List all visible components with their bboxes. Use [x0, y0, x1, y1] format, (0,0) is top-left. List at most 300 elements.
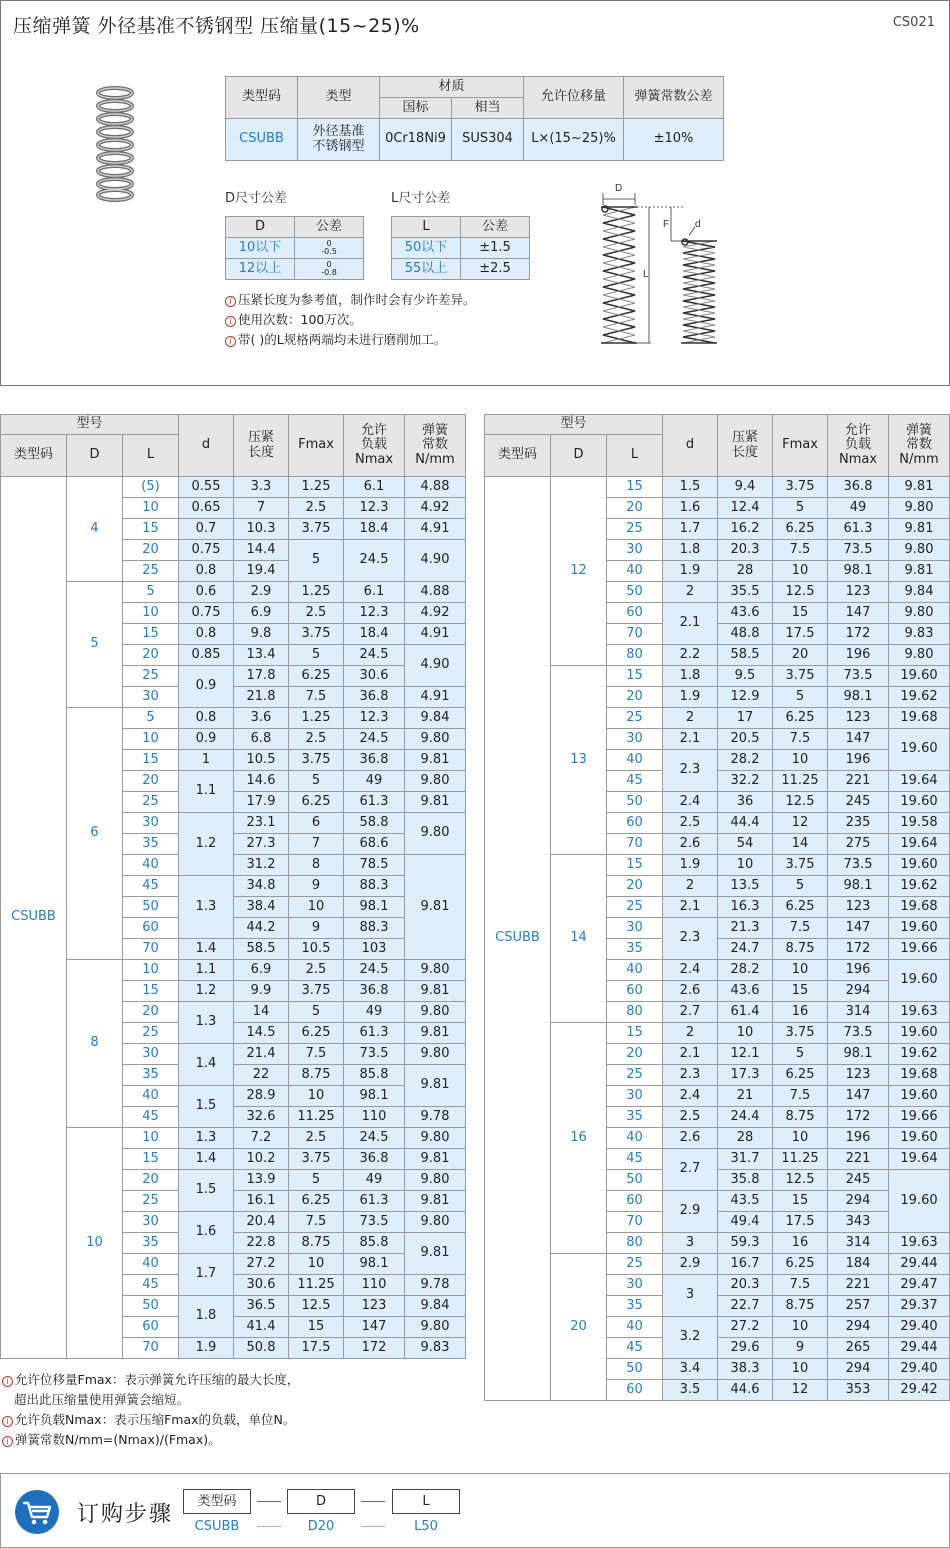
hdr-line: 长度 — [731, 444, 758, 460]
nmax-cell: 196 — [828, 645, 889, 666]
fmax-cell: 5 — [773, 498, 828, 519]
spring-const-cell: 9.81 — [405, 792, 466, 813]
free-length-cell: 20 — [123, 771, 179, 792]
d-tol-value — [295, 259, 364, 280]
info-icon: i — [2, 1436, 13, 1447]
outer-diameter-cell: 6 — [67, 708, 123, 960]
tol-lower: -0.5 — [321, 247, 337, 256]
nmax-cell: 49 — [828, 498, 889, 519]
l-tolerance-table — [391, 216, 530, 280]
solid-length-cell: 24.7 — [718, 939, 773, 960]
fmax-cell: 6.25 — [773, 519, 828, 540]
fmax-cell: 3.75 — [289, 624, 344, 645]
wire-d-cell: 0.9 — [179, 729, 234, 750]
wire-d-cell: 2 — [663, 876, 718, 897]
fmax-cell: 3.75 — [289, 750, 344, 771]
free-length-cell: 20 — [607, 498, 663, 519]
solid-length-cell: 50.8 — [234, 1338, 289, 1359]
fmax-cell: 12 — [773, 1380, 828, 1401]
nmax-cell: 73.5 — [828, 666, 889, 687]
free-length-cell: 20 — [607, 687, 663, 708]
fmax-cell: 2.5 — [289, 498, 344, 519]
nmax-cell: 221 — [828, 1275, 889, 1296]
spec-header-panel — [0, 0, 950, 386]
col-tol: 公差 — [295, 217, 364, 238]
solid-length-cell: 31.2 — [234, 855, 289, 876]
nmax-cell: 98.1 — [828, 687, 889, 708]
solid-length-cell: 59.3 — [718, 1233, 773, 1254]
solid-length-cell: 10.2 — [234, 1149, 289, 1170]
spring-const-cell: 19.64 — [889, 1149, 950, 1170]
spring-const-cell: 29.47 — [889, 1275, 950, 1296]
outer-diameter-cell: 14 — [551, 855, 607, 1023]
free-length-cell: 60 — [607, 1191, 663, 1212]
wire-d-cell: 1.6 — [663, 498, 718, 519]
wire-d-cell: 2.7 — [663, 1002, 718, 1023]
fmax-cell: 2.5 — [289, 1128, 344, 1149]
free-length-cell: 45 — [607, 1149, 663, 1170]
spring-const-cell: 9.84 — [405, 1296, 466, 1317]
nmax-cell: 49 — [344, 1002, 405, 1023]
col-wire-d: d — [663, 415, 718, 477]
note-item — [225, 330, 476, 350]
solid-length-cell: 12.1 — [718, 1044, 773, 1065]
solid-length-cell: 21.4 — [234, 1044, 289, 1065]
col-type-code: 类型码 — [1, 435, 67, 477]
l-tol-value: ±1.5 — [461, 238, 530, 259]
fmax-cell: 6 — [289, 813, 344, 834]
l-tol-size: 55以上 — [392, 259, 461, 280]
solid-length-cell: 31.7 — [718, 1149, 773, 1170]
fmax-cell: 2.5 — [289, 960, 344, 981]
free-length-cell: 15 — [607, 666, 663, 687]
spring-const-cell: 9.80 — [889, 645, 950, 666]
fmax-cell: 11.25 — [289, 1107, 344, 1128]
free-length-cell: 30 — [123, 1044, 179, 1065]
solid-length-cell: 16.2 — [718, 519, 773, 540]
wire-d-cell: 1.4 — [179, 939, 234, 960]
solid-length-cell: 49.4 — [718, 1212, 773, 1233]
l-label: L — [643, 269, 649, 280]
spring-const-cell: 19.60 — [889, 792, 950, 813]
wire-d-cell: 1.2 — [179, 981, 234, 1002]
fmax-cell: 6.25 — [773, 1065, 828, 1086]
solid-length-cell: 9.8 — [234, 624, 289, 645]
catalog-code: CS021 — [892, 15, 935, 30]
wire-d-cell: 0.75 — [179, 540, 234, 561]
free-length-cell: 20 — [123, 540, 179, 561]
spring-const-cell: 19.60 — [889, 1170, 950, 1233]
solid-length-cell: 44.6 — [718, 1380, 773, 1401]
spec-table-right-body — [485, 477, 950, 1401]
nmax-cell: 98.1 — [344, 897, 405, 918]
hdr-line: 负载 — [360, 437, 387, 453]
solid-length-cell: 44.2 — [234, 918, 289, 939]
free-length-cell: 50 — [607, 1170, 663, 1191]
order-box-d: D — [287, 1489, 355, 1514]
nmax-cell: 172 — [828, 624, 889, 645]
free-length-cell: 25 — [607, 708, 663, 729]
free-spring-back — [603, 207, 635, 343]
nmax-cell: 196 — [828, 750, 889, 771]
hdr-line: 常数 — [421, 437, 448, 453]
fmax-cell: 7.5 — [289, 1044, 344, 1065]
order-steps-panel — [0, 1473, 950, 1548]
fmax-cell: 7.5 — [773, 1086, 828, 1107]
col-D: D — [551, 435, 607, 477]
solid-length-cell: 19.4 — [234, 561, 289, 582]
nmax-cell: 275 — [828, 834, 889, 855]
solid-length-cell: 22.8 — [234, 1233, 289, 1254]
spring-const-cell: 19.58 — [889, 813, 950, 834]
spec-row — [485, 855, 950, 876]
nmax-cell: 147 — [828, 1086, 889, 1107]
fmax-cell: 7.5 — [773, 540, 828, 561]
hdr-line: 允许 — [360, 423, 387, 439]
outer-diameter-cell: 5 — [67, 582, 123, 708]
spring-const-cell: 29.40 — [889, 1317, 950, 1338]
fmax-cell: 1.25 — [289, 477, 344, 498]
spec-row — [1, 477, 466, 498]
col-fmax: Fmax — [773, 415, 828, 477]
nmax-cell: 58.8 — [344, 813, 405, 834]
fmax-cell: 2.5 — [289, 729, 344, 750]
wire-d-cell: 0.6 — [179, 582, 234, 603]
fmax-cell: 1.25 — [289, 708, 344, 729]
solid-length-cell: 16.7 — [718, 1254, 773, 1275]
fmax-cell: 10 — [289, 1254, 344, 1275]
free-length-cell: 30 — [123, 1212, 179, 1233]
order-steps-title: 订购步骤 — [77, 1502, 174, 1527]
spring-const-cell: 9.81 — [405, 750, 466, 771]
wire-d-cell: 2.6 — [663, 834, 718, 855]
nmax-cell: 73.5 — [344, 1212, 405, 1233]
col-tol: 公差 — [461, 217, 530, 238]
col-spring-const — [889, 415, 950, 477]
solid-length-cell: 58.5 — [234, 939, 289, 960]
spring-const-cell: 19.63 — [889, 1002, 950, 1023]
solid-length-cell: 2.9 — [234, 582, 289, 603]
outer-diameter-cell: 8 — [67, 960, 123, 1128]
free-length-cell: 80 — [607, 1233, 663, 1254]
spring-const-cell: 19.60 — [889, 729, 950, 771]
col-material: 材质 — [380, 77, 524, 98]
fmax-cell: 10 — [773, 1359, 828, 1380]
solid-length-cell: 10 — [718, 855, 773, 876]
note-text: 弹簧常数N/mm=(Nmax)/(Fmax)。 — [15, 1432, 221, 1447]
nmax-cell: 110 — [344, 1107, 405, 1128]
free-length-cell: 5 — [123, 582, 179, 603]
solid-length-cell: 14.5 — [234, 1023, 289, 1044]
solid-length-cell: 23.1 — [234, 813, 289, 834]
spring-const-cell: 9.83 — [889, 624, 950, 645]
solid-length-cell: 41.4 — [234, 1317, 289, 1338]
page-title: 压缩弹簧 外径基准不锈钢型 压缩量(15~25)% — [13, 15, 420, 37]
free-length-cell: (5) — [123, 477, 179, 498]
spec-row — [1, 582, 466, 603]
spring-const-cell: 9.81 — [405, 981, 466, 1002]
solid-length-cell: 21.3 — [718, 918, 773, 939]
solid-length-cell: 13.4 — [234, 645, 289, 666]
free-length-cell: 40 — [607, 1317, 663, 1338]
solid-length-cell: 43.6 — [718, 603, 773, 624]
d-tolerance-heading: D尺寸公差 — [225, 191, 288, 206]
order-separator — [257, 1501, 281, 1502]
wire-d-cell: 1.5 — [179, 1170, 234, 1212]
order-value-type-code: CSUBB — [194, 1519, 240, 1534]
solid-length-cell: 10.3 — [234, 519, 289, 540]
free-length-cell: 30 — [607, 1275, 663, 1296]
wire-d-cell: 0.9 — [179, 666, 234, 708]
note-text: 压紧长度为参考值，制作时会有少许差异。 — [238, 292, 476, 307]
fmax-cell: 6.25 — [289, 1191, 344, 1212]
nmax-cell: 24.5 — [344, 540, 405, 582]
free-length-cell: 70 — [123, 1338, 179, 1359]
l-tol-size: 50以下 — [392, 238, 461, 259]
spring-const-cell: 9.81 — [405, 1149, 466, 1170]
fmax-cell: 3.75 — [773, 477, 828, 498]
spring-const-cell: 19.68 — [889, 1065, 950, 1086]
order-separator — [257, 1526, 281, 1527]
wire-d-cell: 1.7 — [179, 1254, 234, 1296]
spring-const-cell: 19.60 — [889, 960, 950, 1002]
solid-length-cell: 16.3 — [718, 897, 773, 918]
free-length-cell: 45 — [123, 876, 179, 897]
spring-const-cell: 9.81 — [889, 477, 950, 498]
free-length-cell: 25 — [123, 1023, 179, 1044]
nmax-cell: 12.3 — [344, 603, 405, 624]
nmax-cell: 294 — [828, 1191, 889, 1212]
hdr-line: N/mm — [415, 451, 455, 467]
spring-const-cell: 9.80 — [405, 729, 466, 750]
free-length-cell: 30 — [607, 918, 663, 939]
fmax-cell: 6.25 — [773, 897, 828, 918]
wire-d-cell: 3.5 — [663, 1380, 718, 1401]
nmax-cell: 61.3 — [344, 792, 405, 813]
wire-d-cell: 2.4 — [663, 960, 718, 981]
wire-d-cell: 0.65 — [179, 498, 234, 519]
spec-row — [485, 1023, 950, 1044]
spring-const-cell: 4.91 — [405, 519, 466, 540]
solid-length-cell: 35.5 — [718, 582, 773, 603]
fmax-cell: 8 — [289, 855, 344, 876]
free-length-cell: 45 — [607, 771, 663, 792]
solid-length-cell: 3.6 — [234, 708, 289, 729]
nmax-cell: 172 — [344, 1338, 405, 1359]
wire-d-cell: 1.1 — [179, 960, 234, 981]
free-length-cell: 15 — [607, 477, 663, 498]
solid-length-cell: 10 — [718, 1023, 773, 1044]
solid-length-cell: 7.2 — [234, 1128, 289, 1149]
nmax-cell: 221 — [828, 1149, 889, 1170]
spring-const-cell: 9.80 — [889, 603, 950, 624]
order-box-type-code: 类型码 — [183, 1489, 251, 1514]
nmax-cell: 147 — [828, 918, 889, 939]
spring-const-cell: 9.80 — [889, 540, 950, 561]
hdr-line: 弹簧 — [421, 423, 448, 439]
nmax-cell: 88.3 — [344, 918, 405, 939]
free-length-cell: 45 — [123, 1107, 179, 1128]
wire-d-cell: 2.1 — [663, 897, 718, 918]
free-length-cell: 40 — [607, 750, 663, 771]
wire-d-cell: 0.85 — [179, 645, 234, 666]
cart-icon — [15, 1490, 59, 1534]
nmax-cell: 24.5 — [344, 1128, 405, 1149]
wire-d-cell: 2.5 — [663, 813, 718, 834]
fmax-cell: 8.75 — [773, 939, 828, 960]
order-value-l: L50 — [414, 1519, 438, 1534]
wire-d-cell: 1.9 — [663, 687, 718, 708]
col-nmax — [344, 415, 405, 477]
wire-d-cell: 1.2 — [179, 813, 234, 876]
wire-d-cell: 1.4 — [179, 1044, 234, 1086]
solid-length-cell: 14 — [234, 1002, 289, 1023]
col-fmax: Fmax — [289, 415, 344, 477]
spring-const-cell: 19.66 — [889, 1107, 950, 1128]
spring-const-cell: 29.42 — [889, 1380, 950, 1401]
nmax-cell: 265 — [828, 1338, 889, 1359]
free-length-cell: 25 — [607, 1254, 663, 1275]
free-length-cell: 10 — [123, 1128, 179, 1149]
spec-row — [485, 477, 950, 498]
free-length-cell: 35 — [123, 1065, 179, 1086]
free-length-cell: 35 — [123, 1233, 179, 1254]
note-text: 使用次数：100万次。 — [238, 312, 362, 327]
fmax-cell: 8.75 — [773, 1296, 828, 1317]
spring-const-cell: 9.80 — [405, 1044, 466, 1065]
wire-d-cell: 2 — [663, 582, 718, 603]
solid-length-cell: 54 — [718, 834, 773, 855]
note-item — [225, 310, 476, 330]
outer-diameter-cell: 4 — [67, 477, 123, 582]
solid-length-cell: 20.3 — [718, 540, 773, 561]
order-separator — [361, 1501, 385, 1502]
type-code-cell: CSUBB — [485, 477, 551, 1401]
solid-length-cell: 17.8 — [234, 666, 289, 687]
col-wire-d: d — [179, 415, 234, 477]
spring-const-cell: 19.60 — [889, 855, 950, 876]
nmax-cell: 61.3 — [828, 519, 889, 540]
free-length-cell: 30 — [123, 687, 179, 708]
free-length-cell: 60 — [123, 1317, 179, 1338]
nmax-cell: 36.8 — [828, 477, 889, 498]
solid-length-cell: 20.3 — [718, 1275, 773, 1296]
type-name-line2: 不锈钢型 — [312, 138, 365, 154]
fmax-cell: 14 — [773, 834, 828, 855]
hdr-line: N/mm — [899, 451, 939, 467]
spring-const-cell: 4.92 — [405, 603, 466, 624]
solid-length-cell: 29.6 — [718, 1338, 773, 1359]
wire-d-cell: 2 — [663, 1023, 718, 1044]
free-length-cell: 20 — [123, 1170, 179, 1191]
solid-length-cell: 17.3 — [718, 1065, 773, 1086]
wire-label: d — [695, 219, 701, 230]
spring-const-cell: 9.83 — [405, 1338, 466, 1359]
fmax-cell: 10 — [773, 561, 828, 582]
col-equiv: 相当 — [452, 98, 524, 119]
type-code-cell: CSUBB — [226, 119, 298, 161]
solid-length-cell: 14.4 — [234, 540, 289, 561]
solid-length-cell: 27.2 — [718, 1317, 773, 1338]
wire-d-cell: 3.2 — [663, 1317, 718, 1359]
spring-const-cell: 19.62 — [889, 1044, 950, 1065]
wire-d-cell: 2.3 — [663, 1065, 718, 1086]
solid-length-cell: 9.4 — [718, 477, 773, 498]
nmax-cell: 49 — [344, 1170, 405, 1191]
spec-row — [1, 708, 466, 729]
wire-d-cell: 2.5 — [663, 1107, 718, 1128]
fmax-cell: 5 — [773, 1044, 828, 1065]
fmax-cell: 6.25 — [289, 792, 344, 813]
solid-length-cell: 21 — [718, 1086, 773, 1107]
solid-length-cell: 36 — [718, 792, 773, 813]
wire-d-cell: 3 — [663, 1233, 718, 1254]
solid-length-cell: 35.8 — [718, 1170, 773, 1191]
nmax-cell: 98.1 — [828, 561, 889, 582]
spec-row — [1, 960, 466, 981]
wire-d-cell: 1.9 — [663, 855, 718, 876]
nmax-cell: 172 — [828, 939, 889, 960]
bottom-notes — [2, 1370, 299, 1450]
solid-length-cell: 3.3 — [234, 477, 289, 498]
info-icon: i — [225, 336, 236, 347]
fmax-cell: 3.75 — [289, 981, 344, 1002]
wire-d-cell: 1.3 — [179, 876, 234, 939]
wire-d-cell: 2.6 — [663, 1128, 718, 1149]
spring-const-cell: 9.84 — [889, 582, 950, 603]
spring-const-cell: 9.80 — [405, 813, 466, 855]
spring-const-cell: 19.60 — [889, 666, 950, 687]
spec-row — [485, 666, 950, 687]
nmax-cell: 123 — [828, 708, 889, 729]
nmax-cell: 184 — [828, 1254, 889, 1275]
note-text: 带( )的L规格两端均未进行磨削加工。 — [238, 332, 447, 347]
free-length-cell: 60 — [607, 1380, 663, 1401]
free-length-cell: 25 — [607, 1065, 663, 1086]
wire-d-cell: 2 — [663, 708, 718, 729]
spec-row — [1, 1128, 466, 1149]
nmax-cell: 110 — [344, 1275, 405, 1296]
free-length-cell: 40 — [123, 1086, 179, 1107]
free-length-cell: 20 — [123, 1002, 179, 1023]
spring-const-cell: 9.80 — [889, 498, 950, 519]
fmax-cell: 3.75 — [773, 666, 828, 687]
solid-length-cell: 12.9 — [718, 687, 773, 708]
wire-d-cell: 1.1 — [179, 771, 234, 813]
wire-d-cell: 0.55 — [179, 477, 234, 498]
fmax-cell: 15 — [289, 1317, 344, 1338]
gb-cell: 0Cr18Ni9 — [380, 119, 452, 161]
spring-const-cell: 19.68 — [889, 897, 950, 918]
free-length-cell: 50 — [123, 1296, 179, 1317]
fmax-cell: 15 — [773, 1191, 828, 1212]
l-tolerance-heading: L尺寸公差 — [391, 191, 451, 206]
nmax-cell: 147 — [344, 1317, 405, 1338]
col-tolerance: 弹簧常数公差 — [624, 77, 724, 119]
wire-d-cell: 3.4 — [663, 1359, 718, 1380]
free-length-cell: 15 — [123, 981, 179, 1002]
free-length-cell: 35 — [607, 1296, 663, 1317]
nmax-cell: 314 — [828, 1002, 889, 1023]
spring-const-cell: 9.80 — [405, 1128, 466, 1149]
spring-const-cell: 19.62 — [889, 687, 950, 708]
order-value-d: D20 — [307, 1519, 335, 1534]
nmax-cell: 36.8 — [344, 750, 405, 771]
nmax-cell: 221 — [828, 771, 889, 792]
info-icon: i — [225, 296, 236, 307]
nmax-cell: 103 — [344, 939, 405, 960]
hdr-line: 弹簧 — [905, 423, 932, 439]
